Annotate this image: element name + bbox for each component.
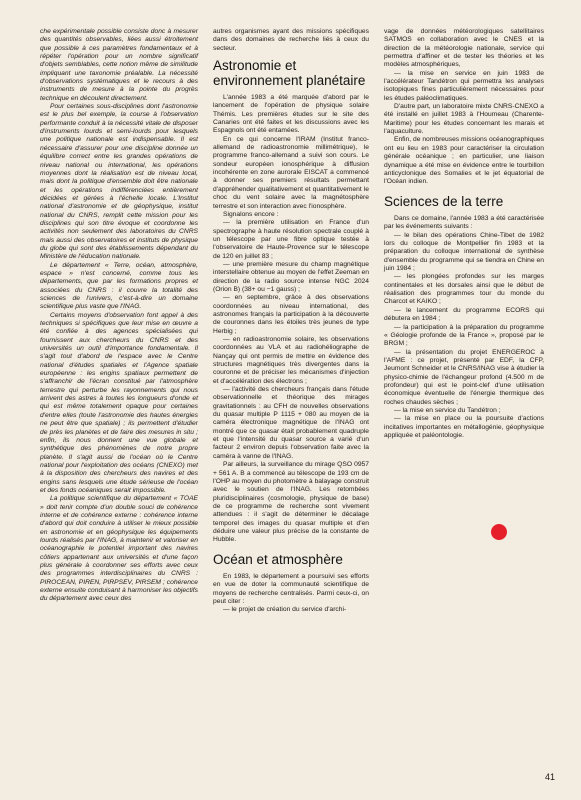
col1-paragraph: che expérimentale possible consiste donc à mesurer des quantités observables, liées aussi étroitement que possible à ces paramètres fondamentaux et à répéter l'opération pour un nombre significatif d'objets semblables, cette notion même de similitude impliquant une taxonomie préalable. La nécessité d'observations systématiques et le recours à des instruments de mesure à la pointe du progrès technique en découlent directement.	[40, 28, 198, 102]
section-heading-ocean: Océan et atmosphère	[213, 551, 343, 567]
col3-paragraph: — le bilan des opérations Chine-Tibet de 1982 lors du colloque de Montpellier fin 1983 et la préparation du colloque international de synthèse d'ensemble du programme qui se tiendra en Chine en juin 1984 ;	[384, 231, 544, 273]
col3-paragraph: — la présentation du projet ENERGEROC à l'AFME : ce projet, présenté par EDF, la CFP, Jeumont Schneider et le CNRS/INAG vise à étudier la physico-chimie de l'échangeur profond (4.500 m de profondeur) qui est le point-clef d'une utilisation économique éventuelle de l'énergie thermique des roches chaudes sèches ;	[384, 348, 544, 406]
col2-paragraph: — en radioastronomie solaire, les observations coordonnées au VLA et au radiohéliographe de Nançay qui ont permis de mettre en évidence des structures magnétiques très divergentes dans la couronne et de préciser les mécanismes d'injection et d'accélération des électrons ;	[213, 336, 369, 385]
column-1	[40, 28, 198, 604]
col2-paragraph: L'année 1983 a été marquée d'abord par le lancement de l'opération de physique solaire Thémis. Les premières études sur le site des Canaries ont été faites et les discussions avec les Espagnols ont été entamées.	[213, 94, 369, 135]
col2-paragraph: — la première utilisation en France d'un spectrographe à haute résolution spectrale couplé à un télescope par une fibre optique testée à l'observatoire de Haute-Provence sur le télescope de 120 en juillet 83 ;	[213, 219, 369, 260]
col3-paragraph: Enfin, de nombreuses missions océanographiques ont eu lieu en 1983 pour caractériser la circulation générale océanique ; en particulier, une liaison dynamique a été mise en évidence entre le tourbillon anticyclonique des Somalies et le jet équatorial de l'Océan indien.	[384, 136, 544, 186]
col2-paragraph: — en septembre, grâce à des observations coordonnées au niveau international, des astronomes français la participation à la découverte de couronnes dans les étoiles très jeunes de type Herbig ;	[213, 294, 369, 335]
col3-paragraph: — la mise en service du Tandétron ;	[394, 406, 501, 414]
col2-paragraph: — le projet de création du service d'archi-	[223, 606, 347, 614]
col2-paragraph: — l'activité des chercheurs français dans l'étude observationnelle et théorique des mirages gravitationnels : au CFH de nouvelles observations du quasar multiple P 1115 + 080 au moyen de la caméra électronique magnétique de l'INAG ont montré que ce quasar était probablement quadruple et que l'intensité du quasar source a varié d'un facteur 2 environ depuis l'observation faite avec la caméra à vanne de l'INAG.	[213, 386, 369, 460]
section-heading-sciences-terre: Sciences de la terre	[384, 193, 504, 209]
col1-paragraph: Le département « Terre, océan, atmosphère, espace » n'est concerné, comme tous les départements, que par les formations propres et associées du CNRS : il couvre la totalité des sciences de l'univers, c'est-à-dire un domaine scientifique plus vaste que l'INAG.	[40, 261, 198, 311]
col3-paragraph: — la mise en place ou la poursuite d'actions incitatives importantes en métallogénie, géophysique appliquée et paléontologie.	[384, 415, 544, 439]
col3-paragraph: — les plongées profondes sur les marges continentales et les dorsales ainsi que le début de réalisation des programmes tour du monde du Charcot et KAIKO ;	[384, 273, 544, 306]
page-number: 41	[544, 772, 555, 782]
col3-paragraph: — la participation à la préparation du programme « Géologie profonde de la France », proposé par le BRGM ;	[384, 323, 544, 348]
col3-paragraph: — la mise en service en juin 1983 de l'accélérateur Tandétron qui permettra les analyses isotopiques fines particulièrement nécessaires pour les études paléoclimatiques.	[384, 69, 544, 102]
section-heading-astronomie: Astronomie et environnement planétaire	[213, 58, 366, 88]
col1-paragraph: La politique scientifique du département « TOAE » doit tenir compte d'un double souci de cohérence interne et de cohérence externe : cohérence interne d'abord qui doit conduire à utiliser le mieux possible en astronomie et en géophysique les équipements lourds réalisés par l'INAG, à maintenir et valoriser en océanographie le potentiel important des navires côtiers appartenant aux universités et d'une façon plus générale à coordonner ses efforts avec ceux des programmes interdisciplinaires du CNRS : PIROCEAN, PIREN, PIRPSEV, PIRSEM ; cohérence externe ensuite conduisant à harmoniser les objectifs du département avec ceux des	[40, 495, 198, 603]
col3-paragraph: — le lancement du programme ECORS qui débutera en 1984 ;	[384, 306, 544, 323]
col1-paragraph: Certains moyens d'observation font appel à des techniques si spécifiques que leur mise en œuvre a été confiée à des agences spécialisées qui fournissent aux chercheurs du CNRS et des universités un outil d'importance fondamentale. Il s'agit tout d'abord de l'espace avec le Centre national d'études spatiales et l'Agence spatiale européenne : les engins spatiaux permettent de s'affranchir de l'écran constitué par l'atmosphère terrestre qui perturbe les rayonnements qui nous arrivent des astres à toutes les longueurs d'onde et qui est même totalement opaque pour certaines d'entre elles (toute l'astronomie des hautes énergies ne peut être que spatiale) ; ils permettent d'étudier de près les planètes et de faire des mesures in situ ; enfin, ils nous donnent une vue globale et synthétique des phénomènes de notre propre planète. Il s'agit aussi de l'océan où le Centre national pour l'exploitation des océans (CNEXO) met à la disposition des chercheurs des navires et des engins sans lesquels une étude sérieuse de l'océan et des fonds océaniques serait impossible.	[40, 311, 198, 494]
column-2	[213, 28, 369, 615]
column-3	[384, 28, 544, 440]
col3-paragraph: D'autre part, un laboratoire mixte CNRS-CNEXO a été installé en juillet 1983 à l'Houmeau (Charente-Maritime) pour les études concernant les marais et l'aquaculture.	[384, 103, 544, 136]
col2-paragraph: — une première mesure du champ magnétique interstellaire obtenue au moyen de l'effet Zeeman en direction de la radio source intense NGC 2024 (Orion B) (38+ ou −1 gauss) ;	[213, 260, 369, 293]
col3-paragraph: vage de données météorologiques satellitaires SATMOS en collaboration avec le CNES et la direction de la météorologie nationale, service qui permettra d'affiner et de tester les théories et les modèles atmosphériques,	[384, 28, 544, 69]
red-dot-marker	[491, 524, 507, 540]
col1-paragraph: Pour certaines sous-disciplines dont l'astronomie est le plus bel exemple, la course à l'observation performante conduit à la nécessité vitale de disposer d'instruments lourds et semi-lourds pour lesquels une politique nationale est indispensable. Il est nécessaire d'assurer pour une discipline donnée un équilibre correct entre les grandes opérations de niveau national ou international, les opérations moyennes dont la réalisation est de niveau local, mais dont la politique d'ensemble doit être nationale et les opérations indifférenciées entièrement décidées et gérées à l'échelle locale. L'Institut national d'astronomie et de géophysique, institut national du CNRS, remplit cette mission pour les disciplines qui son titre évoque et coordonne les activités non seulement des laboratoires du CNRS mais aussi des observatoires et instituts de physique du globe qui sont des établissements dépendant du Ministère de l'éducation nationale.	[40, 103, 198, 261]
col3-paragraph: Dans ce domaine, l'année 1983 a été caractérisée par les événements suivants :	[384, 215, 544, 231]
col2-paragraph: Signalons encore :	[223, 210, 279, 218]
col2-paragraph: Par ailleurs, la surveillance du mirage QSO 0957 + 561 A. B a commencé au télescope de 193 cm de l'OHP au moyen du photomètre à balayage construit avec le soutien de l'INAG. Les retombées pluridisciplinaires (cosmologie, physique de base) de ce programme de recherche sont vivement attendues : il s'agit de déterminer le décalage temporel des images du quasar multiple et d'en déduire une valeur plus précise de la constante de Hubble.	[213, 461, 369, 544]
col2-paragraph: En 1983, le département a poursuivi ses efforts en vue de doter la communauté scientifique de moyens de recherche centralisés. Parmi ceux-ci, on peut citer :	[213, 573, 369, 606]
col2-intro: autres organismes ayant des missions spécifiques dans des domaines de recherche liés à ceux du secteur.	[213, 28, 369, 52]
col2-paragraph: En ce qui concerne l'IRAM (Institut franco-allemand de radioastronomie millimétrique), le programme franco-allemand a suivi son cours. Le sondeur européen ionosphérique à diffusion incohérente en zone aurorale EISCAT a commencé à donner ses premiers résultats permettant d'appréhender qualitativement et quantitativement le choc du vent solaire avec la magnétosphère terrestre et son interaction avec l'ionosphère.	[213, 135, 369, 210]
